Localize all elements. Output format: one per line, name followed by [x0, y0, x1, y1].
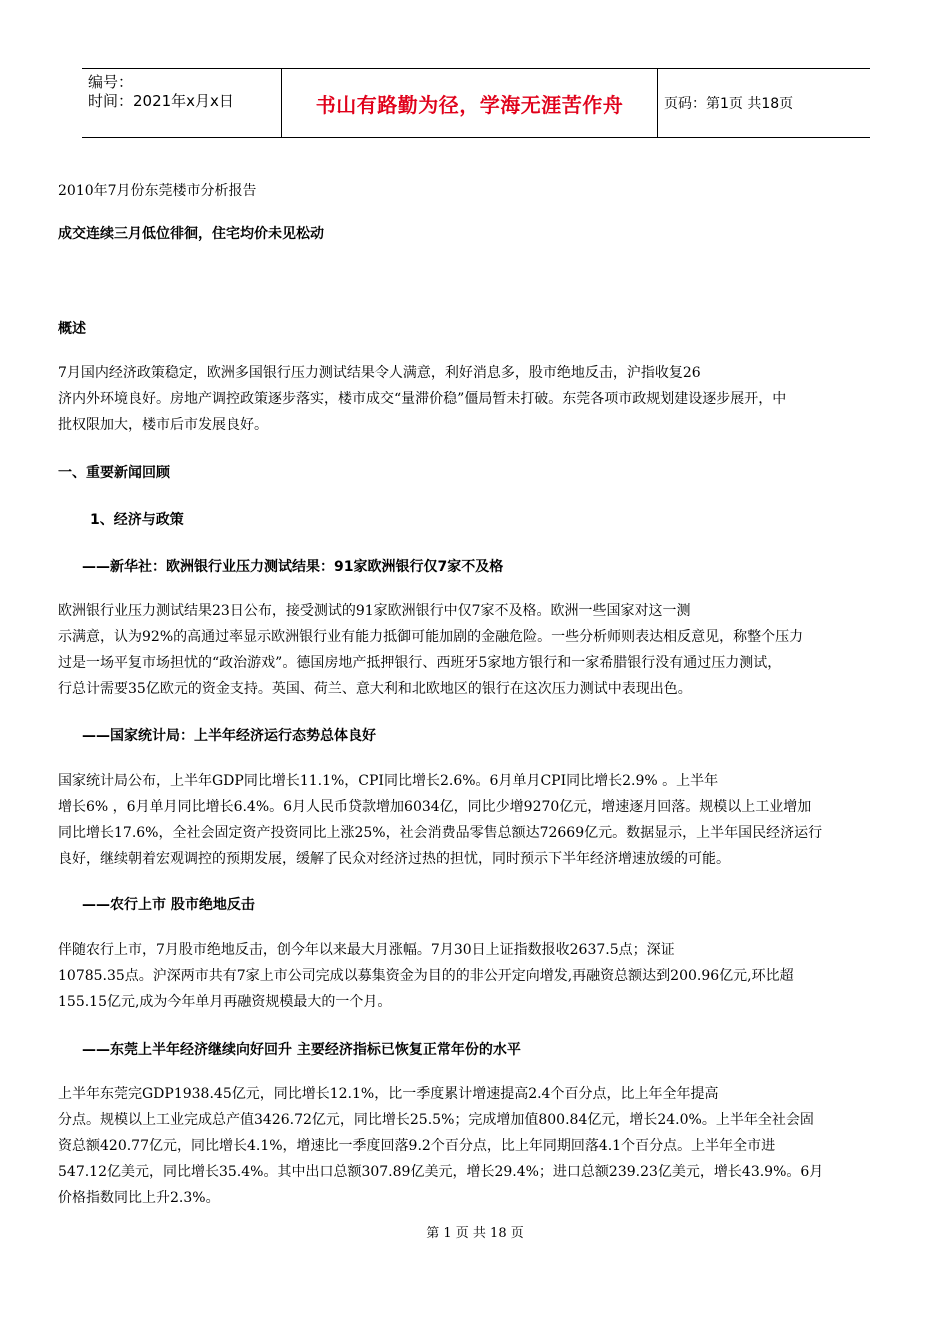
text-line: 伴随农行上市，7月股市绝地反击，创今年以来最大月涨幅。7月30日上证指数报收2637.5点；深证: [58, 942, 675, 958]
text-line: 分点。规模以上工业完成总产值3426.72亿元，同比增长25.5%；完成增加值800.84亿元，增长24.0%。上半年全社会固: [58, 1112, 814, 1128]
header-page-label: 页码：第1页 共18页: [664, 96, 794, 112]
sub1-heading: 1、经济与政策: [90, 512, 184, 528]
news2-paragraph: [58, 768, 950, 872]
text-line: 欧洲银行业压力测试结果23日公布，接受测试的91家欧洲银行中仅7家不及格。欧洲一些国家对这一测: [58, 603, 691, 619]
text-line: 资总额420.77亿元，同比增长4.1%，增速比一季度回落9.2个百分点，比上年同期回落4.1个百分点。上半年全市进: [58, 1138, 776, 1154]
header-meta: [82, 69, 282, 137]
header-motto: 书山有路勤为径，学海无涯苦作舟: [282, 69, 658, 137]
text-line: 547.12亿美元，同比增长35.4%。其中出口总额307.89亿美元，增长29.4%；进口总额239.23亿美元，增长43.9%。6月: [58, 1164, 824, 1180]
page-footer: 第 1 页 共 18 页: [426, 1226, 524, 1241]
text-line: 增长6% ，6月单月同比增长6.4%。6月人民币贷款增加6034亿，同比少增9270亿元，增速逐月回落。规模以上工业增加: [58, 799, 812, 815]
text-line: 155.15亿元,成为今年单月再融资规模最大的一个月。: [58, 994, 392, 1010]
text-line: 行总计需要35亿欧元的资金支持。英国、荷兰、意大利和北欧地区的银行在这次压力测试中表现出色。: [58, 681, 692, 697]
news1-heading: ——新华社：欧洲银行业压力测试结果：91家欧洲银行仅7家不及格: [82, 559, 504, 575]
news3-heading: ——农行上市 股市绝地反击: [82, 897, 255, 913]
text-line: 国家统计局公布，上半年GDP同比增长11.1%，CPI同比增长2.6%。6月单月CPI同比增长2.9% 。上半年: [58, 773, 719, 789]
overview-heading: 概述: [58, 321, 86, 337]
page-header: [82, 68, 870, 138]
text-line: 7月国内经济政策稳定，欧洲多国银行压力测试结果令人满意，利好消息多，股市绝地反击，沪指收复26: [58, 365, 701, 381]
text-line: 上半年东莞完GDP1938.45亿元，同比增长12.1%，比一季度累计增速提高2.4个百分点，比上年全年提高: [58, 1086, 719, 1102]
news2-heading: ——国家统计局：上半年经济运行态势总体良好: [82, 728, 376, 744]
report-subtitle: 成交连续三月低位徘徊，住宅均价未见松动: [58, 226, 324, 242]
text-line: 批权限加大，楼市后市发展良好。: [58, 417, 268, 433]
text-line: 价格指数同比上升2.3%。: [58, 1190, 220, 1206]
text-line: 过是一场平复市场担忧的“政治游戏”。德国房地产抵押银行、西班牙5家地方银行和一家希腊银行没有通过压力测试，: [58, 655, 782, 671]
time-label: 时间：2021年x月x日: [88, 92, 234, 110]
news1-paragraph: [58, 598, 950, 702]
news3-paragraph: [58, 937, 950, 1015]
text-line: 同比增长17.6%，全社会固定资产投资同比上涨25%，社会消费品零售总额达72669亿元。数据显示，上半年国民经济运行: [58, 825, 823, 841]
text-line: 良好，继续朝着宏观调控的预期发展，缓解了民众对经济过热的担忧，同时预示下半年经济增速放缓的可能。: [58, 851, 730, 867]
section1-heading: 一、重要新闻回顾: [58, 465, 170, 481]
text-line: 示满意，认为92%的高通过率显示欧洲银行业有能力抵御可能加剧的金融危险。一些分析师则表达相反意见，称整个压力: [58, 629, 804, 645]
news4-paragraph: [58, 1081, 950, 1211]
report-title: 2010年7月份东莞楼市分析报告: [58, 183, 257, 199]
number-label: 编号：: [88, 73, 134, 91]
text-line: 济内外环境良好。房地产调控政策逐步落实，楼市成交“量滞价稳”僵局暂未打破。东莞各项市政规划建设逐步展开，中: [58, 391, 787, 407]
overview-paragraph: [58, 360, 950, 438]
news4-heading: ——东莞上半年经济继续向好回升 主要经济指标已恢复正常年份的水平: [82, 1042, 521, 1058]
text-line: 10785.35点。沪深两市共有7家上市公司完成以募集资金为目的的非公开定向增发,再融资总额达到200.96亿元,环比超: [58, 968, 794, 984]
